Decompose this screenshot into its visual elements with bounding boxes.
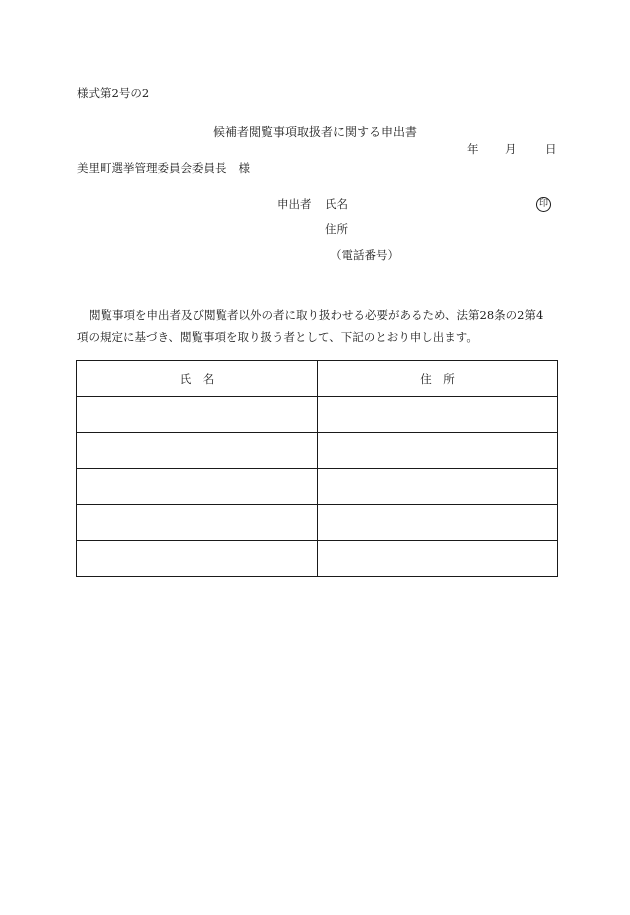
handler-table [76,360,558,577]
table-row [77,469,558,505]
table-row [77,433,558,469]
address-cell[interactable] [318,397,558,433]
address-cell[interactable] [318,433,558,469]
addressee-name: 美里町選挙管理委員会委員長 [77,161,227,175]
address-cell[interactable] [318,469,558,505]
applicant-label: 申出者 [277,197,312,211]
name-cell[interactable] [77,433,318,469]
date-month-label: 月 [505,142,517,156]
seal-mark: 印 [536,197,551,212]
body-paragraph [77,304,561,348]
date-year-label: 年 [467,142,479,156]
addressee [77,163,250,175]
document-title: 候補者閲覧事項取扱者に関する申出書 [212,125,417,139]
name-cell[interactable] [77,469,318,505]
table-row [77,505,558,541]
table-row [77,397,558,433]
column-header-address: 住 所 [318,361,558,397]
applicant-address-label: 住所 [325,222,348,236]
date-day-label: 日 [545,142,557,156]
date-line [467,144,557,156]
column-header-name: 氏 名 [77,361,318,397]
address-cell[interactable] [318,505,558,541]
body-line-2: 項の規定に基づき、閲覧事項を取り扱う者として、下記のとおり申し出ます。 [77,330,478,344]
name-cell[interactable] [77,541,318,577]
table-row [77,541,558,577]
applicant-phone-label: （電話番号） [330,248,399,262]
addressee-honorific: 様 [238,161,250,175]
name-cell[interactable] [77,397,318,433]
name-cell[interactable] [77,505,318,541]
table-header-row [77,361,558,397]
body-line-1: 閲覧事項を申出者及び閲覧者以外の者に取り扱わせる必要があるため、法第28条の2第4 [89,308,544,322]
applicant-name-label: 氏名 [325,197,348,211]
address-cell[interactable] [318,541,558,577]
form-number: 様式第2号の2 [77,86,150,100]
